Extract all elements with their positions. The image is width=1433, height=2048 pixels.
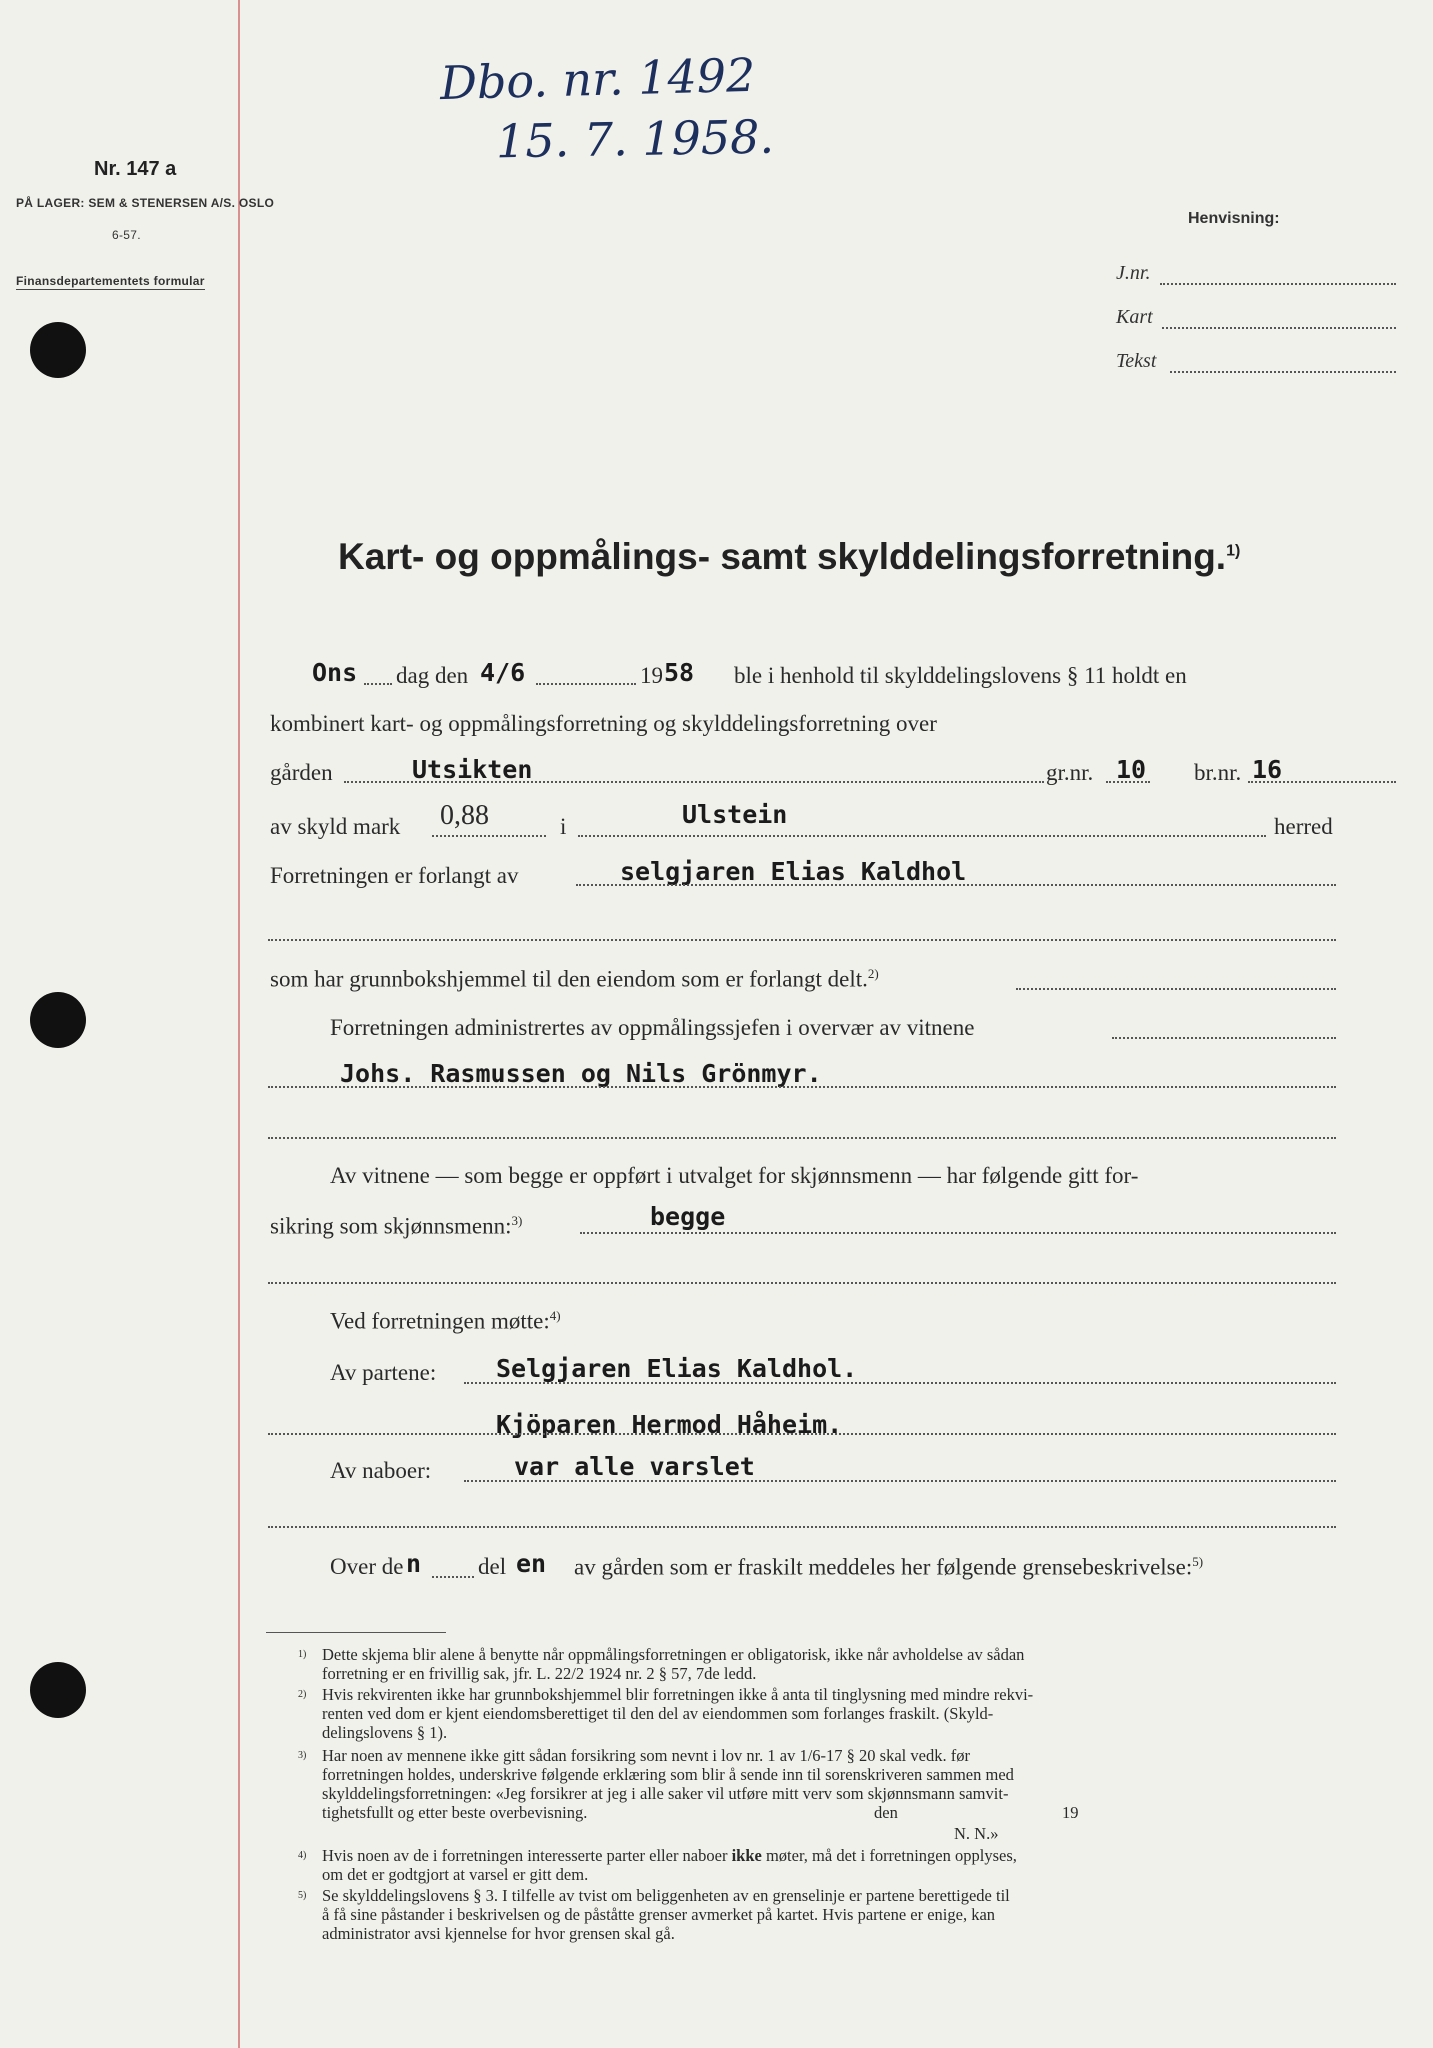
over-en-value: en	[516, 1549, 547, 1578]
dotted-line	[1112, 1037, 1336, 1039]
footnote-rule	[266, 1632, 446, 1633]
footnote-1-line1: Dette skjema blir alene å benytte når oppmålingsforretningen er obligatorisk, ikke når avholdelse av sådan	[322, 1645, 1025, 1664]
admin-text: Forretningen administrertes av oppmålingssjefen i overvær av vitnene	[330, 1015, 975, 1040]
punch-hole	[30, 1662, 86, 1718]
footnote-3-line4: tighetsfullt og etter beste overbevisning.	[322, 1803, 588, 1822]
over-n-value: n	[406, 1549, 422, 1578]
over-de: Over de	[330, 1554, 404, 1579]
footnote-3-line1: Har noen av mennene ikke gitt sådan forsikring som nevnt i lov nr. 1 av 1/6-17 § 20 skal vedk. før	[322, 1746, 970, 1765]
year-prefix: 19	[640, 663, 663, 688]
footnote-3-signature: N. N.»	[954, 1824, 999, 1843]
day-value: Ons	[312, 658, 358, 687]
footnote-4-mark: 4)	[298, 1850, 307, 1861]
footnote-5-mark: 5)	[298, 1890, 307, 1901]
motte-label: Ved forretningen møtte:$^{4)}$	[330, 1308, 561, 1334]
footnote-2-line3: delingslovens § 1).	[322, 1723, 448, 1742]
dotted-line	[344, 781, 1044, 783]
margin-line	[238, 0, 240, 2048]
footnote-1-mark: 1)	[298, 1649, 307, 1660]
skyld-label: av skyld mark	[270, 814, 401, 839]
over-rest: av gården som er fraskilt meddeles her følgende grensebeskrivelse:$^{5)}$	[574, 1554, 1204, 1580]
year-value: 58	[664, 658, 695, 687]
dotted-line	[1016, 988, 1336, 990]
footnote-3-line3: skylddelingsforretningen: «Jeg forsikrer at jeg i alle saker vil utføre mitt verv som skjønnsmann samvit-	[322, 1784, 1009, 1803]
punch-hole	[30, 322, 86, 378]
brnr-label: br.nr.	[1194, 760, 1242, 785]
footnote-4-line2: om det er godtgjort at varsel er gitt dem.	[322, 1865, 589, 1884]
intro-line2: kombinert kart- og oppmålingsforretning og skylddelingsforretning over	[270, 711, 937, 736]
dotted-line	[432, 1576, 474, 1578]
day-label: dag den	[396, 663, 469, 688]
intro-rest: ble i henhold til skylddelingslovens § 11 holdt en	[734, 663, 1187, 688]
footnote-2-mark: 2)	[298, 1689, 307, 1700]
dotted-line	[576, 884, 1336, 886]
reference-kart: Kart	[1116, 306, 1153, 328]
naboer-label: Av naboer:	[330, 1458, 432, 1483]
dotted-line	[1106, 781, 1150, 783]
dotted-line	[268, 1282, 1336, 1284]
dotted-line	[268, 1086, 1336, 1088]
dotted-line	[268, 1526, 1336, 1528]
vitnene-line1: Av vitnene — som begge er oppført i utvalget for skjønnsmenn — har følgende gitt for-	[330, 1163, 1139, 1188]
partene-label: Av partene:	[330, 1360, 437, 1385]
footnote-1-line2: forretning er en frivillig sak, jfr. L. 22/2 1924 nr. 2 § 57, 7de ledd.	[322, 1664, 757, 1683]
grnr-label: gr.nr.	[1046, 760, 1094, 785]
i-label: i	[560, 814, 567, 839]
vitner-value: Johs. Rasmussen og Nils Grönmyr.	[340, 1059, 822, 1088]
dotted-line	[432, 835, 546, 837]
dotted-line	[464, 1382, 1336, 1384]
dotted-line	[580, 1232, 1336, 1234]
form-print-date: 6-57.	[112, 228, 141, 242]
skyld-value: 0,88	[440, 800, 489, 831]
dotted-line	[578, 835, 1266, 837]
form-supplier: PÅ LAGER: SEM & STENERSEN A/S. OSLO	[16, 196, 275, 210]
reference-tekst: Tekst	[1116, 350, 1157, 372]
garden-label: gården	[270, 760, 333, 785]
brnr-value: 16	[1252, 755, 1283, 784]
dotted-line	[268, 1433, 1336, 1435]
dotted-line	[364, 683, 392, 685]
naboer-value: var alle varslet	[514, 1452, 755, 1481]
forlangt-label: Forretningen er forlangt av	[270, 863, 519, 888]
reference-jnr-line	[1160, 283, 1396, 285]
handwritten-date: 15. 7. 1958.	[495, 109, 775, 169]
grnr-value: 10	[1116, 755, 1147, 784]
form-formular: Finansdepartementets formular	[16, 274, 205, 288]
dotted-line	[268, 939, 1336, 941]
herred-label: herred	[1274, 814, 1333, 839]
vitnene-line2: sikring som skjønnsmenn:$^{3)}$	[270, 1213, 523, 1239]
garden-value: Utsikten	[412, 755, 533, 784]
reference-kart-line	[1162, 327, 1396, 329]
footnote-5-line1: Se skylddelingslovens § 3. I tilfelle av tvist om beliggenheten av en grenselinje er partene berettigede til	[322, 1886, 1010, 1905]
footnote-3-mark: 3)	[298, 1750, 307, 1761]
herred-value: Ulstein	[682, 800, 788, 829]
over-del: del	[478, 1554, 507, 1579]
footnote-3-den: den	[874, 1803, 898, 1822]
form-number: Nr. 147 a	[94, 158, 177, 180]
reference-jnr: J.nr.	[1116, 262, 1151, 284]
dotted-line	[268, 1137, 1336, 1139]
footnote-3-line2: forretningen holdes, underskrive følgende erklæring som blir å sende inn til sorenskriveren sammen med	[322, 1765, 1014, 1784]
hjemmel-text: som har grunnbokshjemmel til den eiendom som er forlangt delt.$^{2)}$	[270, 966, 879, 992]
reference-tekst-line	[1170, 371, 1396, 373]
handwritten-document-number: Dbo. nr. 1492	[439, 47, 756, 111]
footnote-5-line2: å få sine påstander i beskrivelsen og de påståtte grenser avmerket på kartet. Hvis partene er enige, kan	[322, 1905, 996, 1924]
dotted-line	[464, 1480, 1336, 1482]
forlangt-value: selgjaren Elias Kaldhol	[620, 857, 967, 886]
dotted-line	[536, 683, 636, 685]
reference-label: Henvisning:	[1188, 210, 1280, 227]
dotted-line	[1248, 781, 1396, 783]
date-value: 4/6	[480, 658, 526, 687]
skjonn-value: begge	[650, 1202, 726, 1231]
footnote-5-line3: administrator avsi kjennelse for hvor grensen skal gå.	[322, 1924, 675, 1943]
punch-hole	[30, 992, 86, 1048]
document-title: Kart- og oppmålings- samt skylddelingsforretning.$^{1)}$	[338, 536, 1241, 577]
footnote-3-year: 19	[1062, 1803, 1079, 1822]
footnote-2-line2: renten ved dom er kjent eiendomsberettiget til den del av eiendommen som forlanges fraskilt. (Skyld-	[322, 1704, 994, 1723]
partene-value-buyer: Kjöparen Hermod Håheim.	[496, 1410, 843, 1439]
footnote-2-line1: Hvis rekvirenten ikke har grunnbokshjemmel blir forretningen ikke å anta til tinglysning med mindre rekvi-	[322, 1685, 1034, 1704]
partene-value-seller: Selgjaren Elias Kaldhol.	[496, 1354, 858, 1383]
footnote-4-line1: Hvis noen av de i forretningen interesserte parter eller naboer ikke møter, må det i forretningen opplyses,	[322, 1846, 1017, 1865]
